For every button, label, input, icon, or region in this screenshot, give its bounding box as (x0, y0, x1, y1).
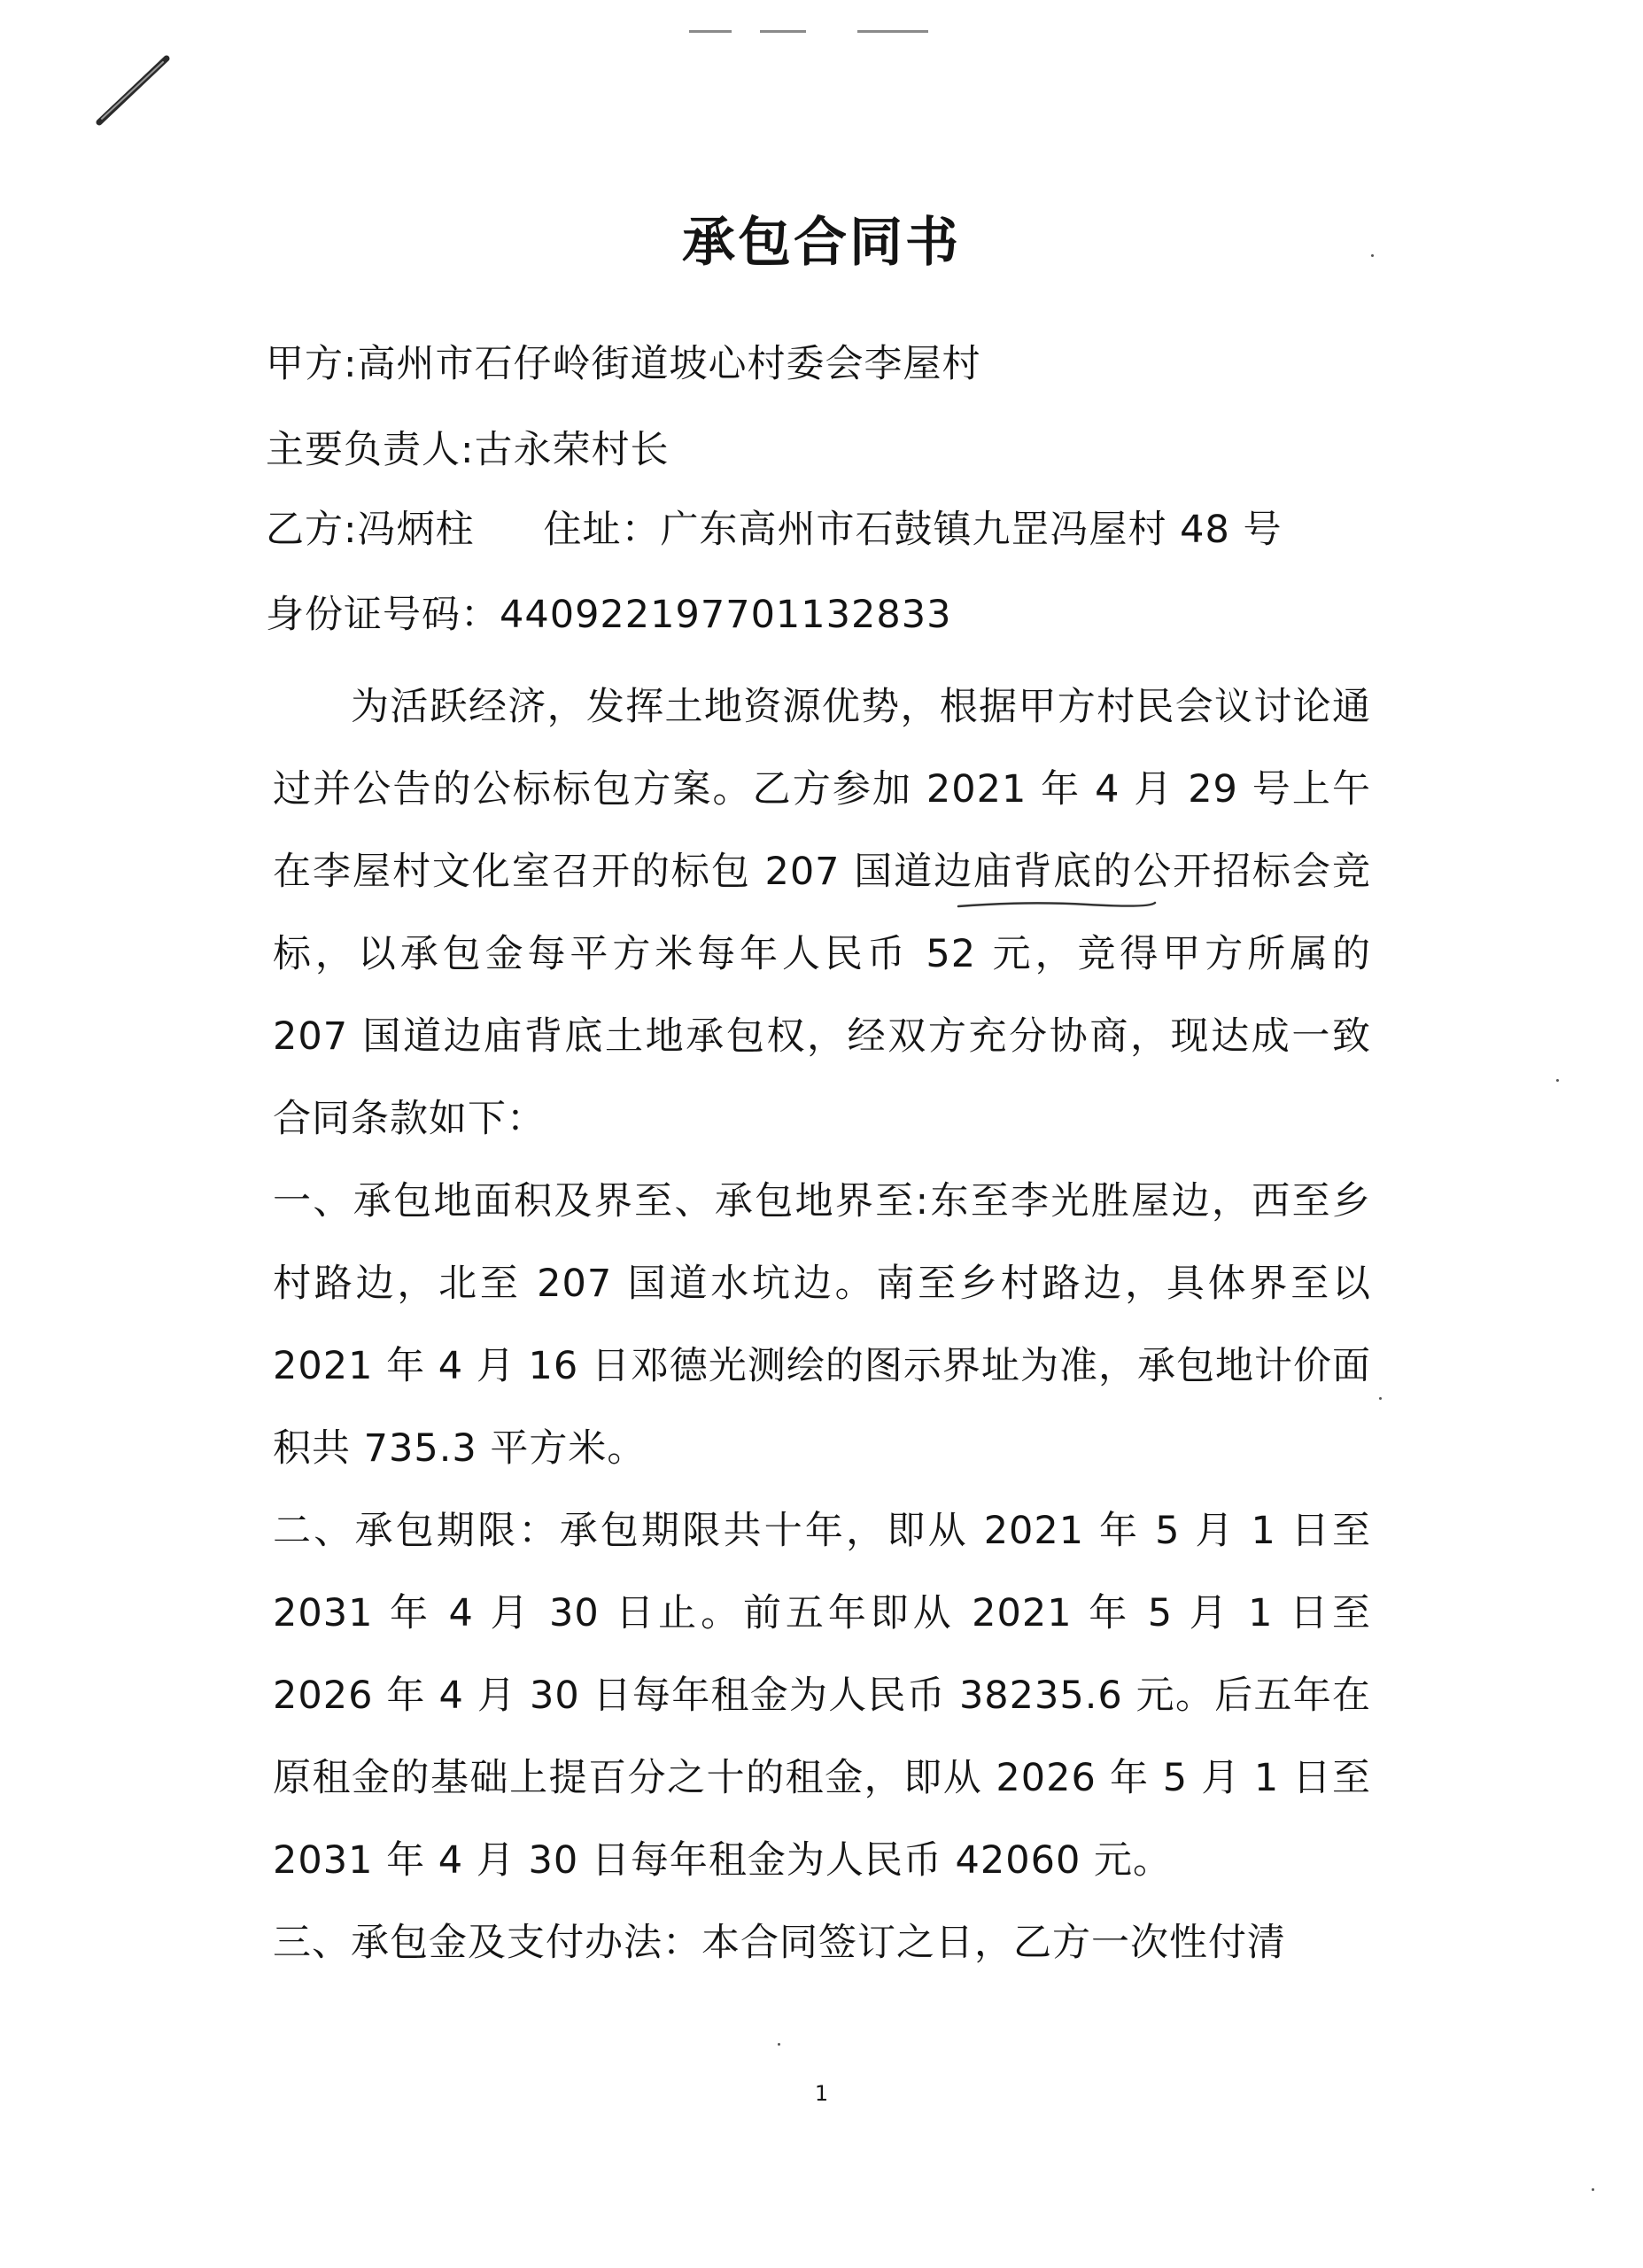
scan-speck (778, 2043, 780, 2046)
pen-stroke-mark (89, 51, 177, 131)
party-b-address: 住址：广东高州市石鼓镇九罡冯屋村 48 号 (543, 508, 1283, 552)
scan-speck (1379, 1397, 1382, 1400)
page-number: 1 (814, 2081, 829, 2106)
scan-artifact-dash (760, 30, 806, 33)
clause-one: 一、承包地面积及界至、承包地界至:东至李光胜屋边，西至乡村路边，北至 207 国道水坑边。南至乡村路边，具体界至以 2021 年 4 月 16 日邓德光测绘的图示界址为准，承包地计价面积共 735.3 平方米。 (273, 1179, 1371, 1471)
scan-artifact-dash (689, 30, 732, 33)
handwritten-underline-mark (955, 897, 1159, 915)
clause-three: 三、承包金及支付办法：本合同签订之日，乙方一次性付清 (273, 1921, 1286, 1965)
scan-speck (1371, 254, 1374, 257)
intro-paragraph: 为活跃经济，发挥土地资源优势，根据甲方村民会议讨论通过并公告的公标标包方案。乙方参加 2021 年 4 月 29 号上午在李屋村文化室召开的标包 207 国道边庙背底的公开招标会竞标，以承包金每平方米每年人民币 52 元，竞得甲方所属的 207 国道边庙背底土地承包权，经双方充分协商，现达成一致合同条款如下： (273, 685, 1371, 1141)
party-a-line: 甲方:高州市石仔岭街道坡心村委会李屋村 (266, 342, 981, 386)
scan-speck (1592, 2188, 1594, 2191)
document-title: 承包合同书 (682, 212, 961, 274)
party-b-name: 乙方:冯炳柱 (266, 508, 475, 552)
contract-body (273, 666, 1371, 1984)
clause-two: 二、承包期限：承包期限共十年，即从 2021 年 5 月 1 日至 2031 年 4 月 30 日止。前五年即从 2021 年 5 月 1 日至 2026 年 4 月 30 日每年租金为人民币 38235.6 元。后五年在原租金的基础上提百分之十的租金，即从 2026 年 5 月 1 日至 2031 年 4 月 30 日每年租金为人民币 42060 元。 (273, 1509, 1371, 1883)
id-number-line: 身份证号码：440922197701132833 (266, 593, 952, 637)
scan-artifact-dash (857, 30, 928, 33)
responsible-person-line: 主要负责人:古永荣村长 (266, 428, 670, 472)
party-b-line (266, 505, 1283, 555)
scan-speck (1556, 1079, 1559, 1082)
